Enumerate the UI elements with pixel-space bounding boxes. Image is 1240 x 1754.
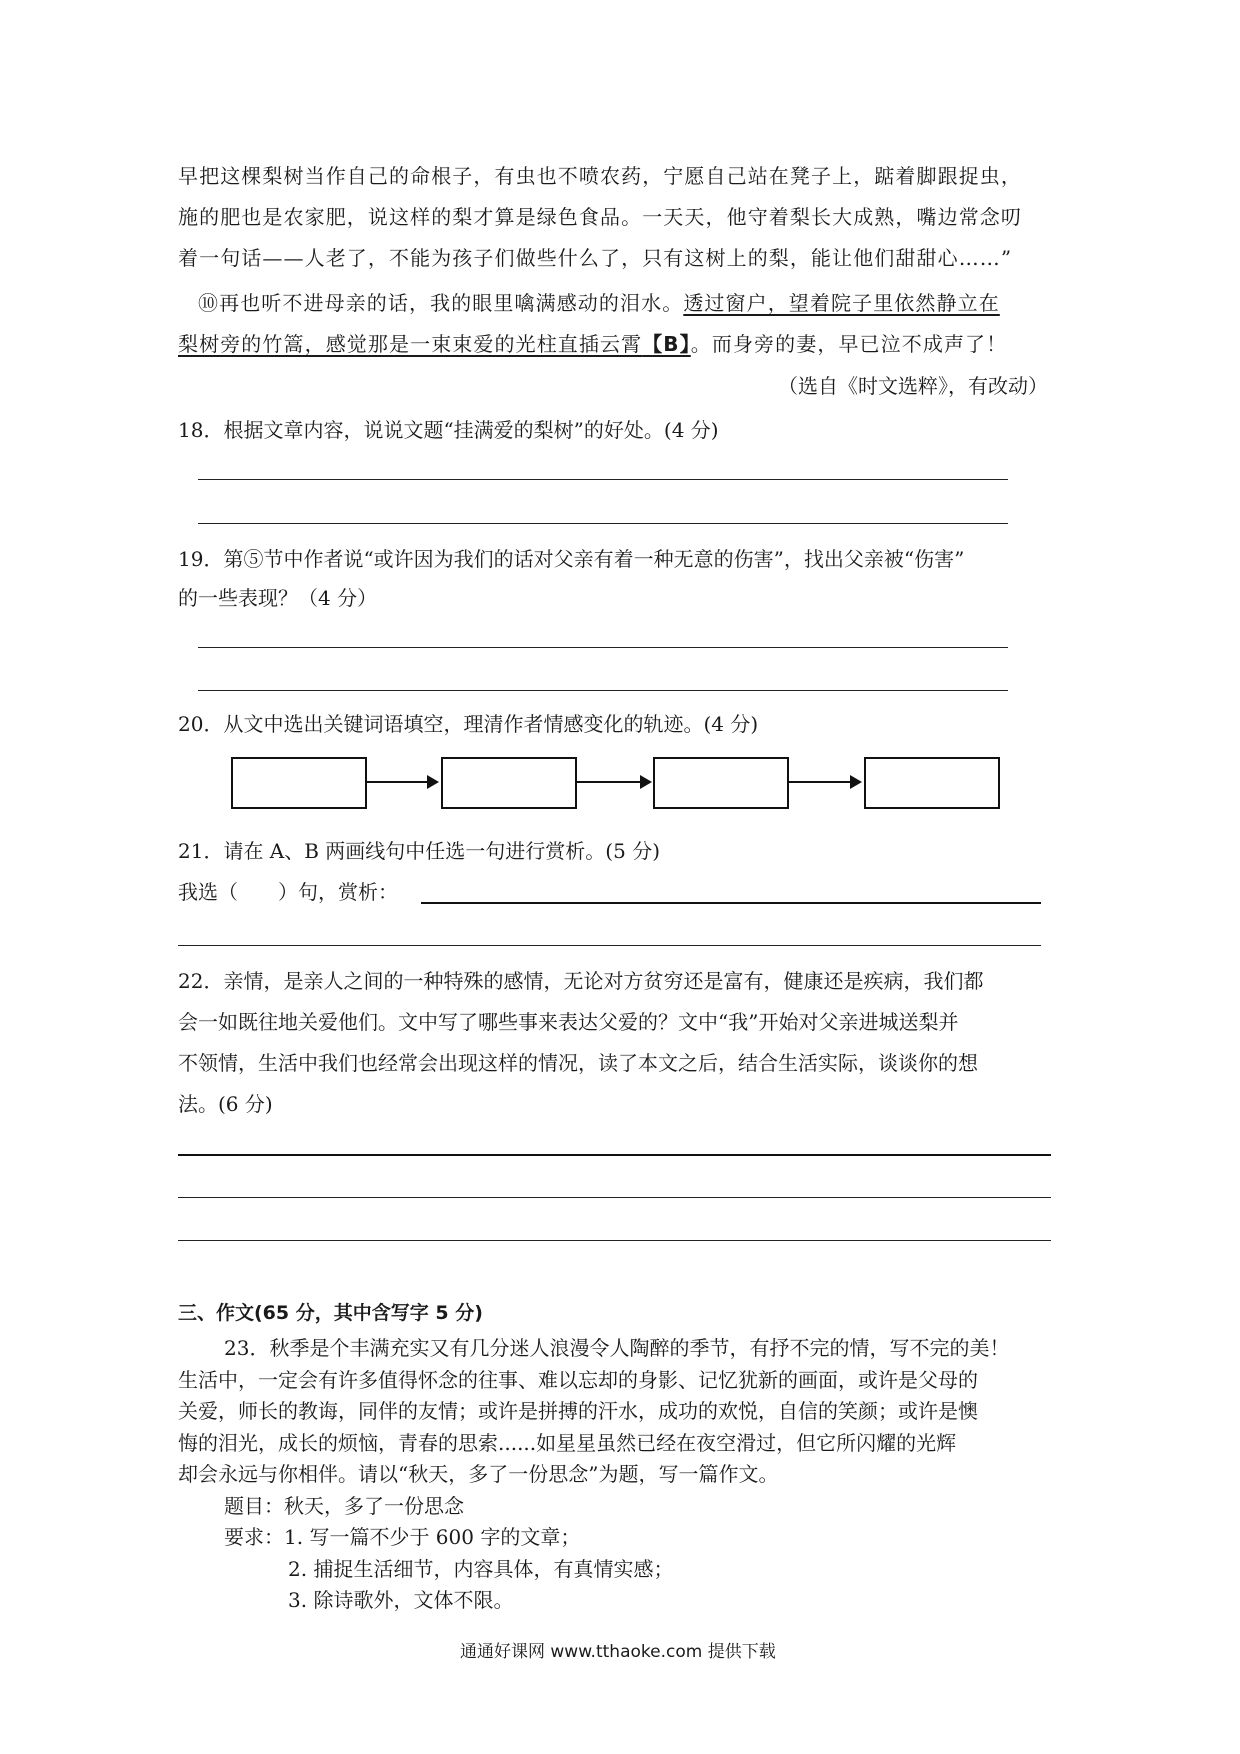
underlined-sentence-b-part-1: 透过窗户，望着院子里依然静立在 [683,291,1000,315]
arrow-1 [366,781,437,783]
question-21: 21．请在 A、B 两画线句中任选一句进行赏析。(5 分) [178,839,660,863]
composition-line-4: 悔的泪光，成长的烦恼，青春的思索......如星星虽然已经在夜空滑过，但它所闪耀的光辉 [178,1431,957,1455]
composition-line-5: 却会永远与你相伴。请以“秋天，多了一份思念”为题，写一篇作文。 [178,1462,779,1486]
arrow-2 [576,781,650,783]
answer-line-22c[interactable] [178,1240,1051,1241]
composition-line-2: 生活中，一定会有许多值得怀念的往事、难以忘却的身影、记忆犹新的画面，或许是父母的 [178,1368,978,1392]
answer-line-21a[interactable] [421,902,1041,904]
question-22-line-3: 不领情，生活中我们也经常会出现这样的情况，读了本文之后，结合生活实际，谈谈你的想 [178,1051,978,1075]
passage-line-1: 早把这棵梨树当作自己的命根子，有虫也不喷农药，宁愿自己站在凳子上，踮着脚跟捉虫， [178,164,1022,188]
question-18: 18．根据文章内容，说说文题“挂满爱的梨树”的好处。(4 分) [178,418,719,442]
answer-line-18a[interactable] [198,479,1008,480]
answer-line-19a[interactable] [198,647,1008,648]
answer-line-22b[interactable] [178,1197,1051,1198]
emotion-box-3[interactable] [653,757,789,809]
composition-line-3: 关爱，师长的教诲，同伴的友情；或许是拼搏的汗水，成功的欢悦，自信的笑颜；或许是懊 [178,1399,978,1423]
passage-paragraph-10-line-1 [198,290,1000,316]
composition-requirement-2: 2. 捕捉生活细节，内容具体，有真情实感； [288,1557,674,1581]
composition-heading: 三、作文(65 分，其中含写字 5 分) [178,1302,483,1324]
composition-requirement-3: 3. 除诗歌外，文体不限。 [288,1588,514,1612]
paragraph-10-start: ⑩再也听不进母亲的话，我的眼里噙满感动的泪水。 [198,291,684,315]
page-footer: 通通好课网 www.tthaoke.com 提供下载 [460,1642,776,1662]
composition-line-1: 23．秋季是个丰满充实又有几分迷人浪漫令人陶醉的季节，有抒不完的情，写不完的美！ [224,1336,1010,1360]
composition-requirement-1: 要求：1. 写一篇不少于 600 字的文章； [224,1525,581,1549]
answer-line-19b[interactable] [198,690,1008,691]
paragraph-10-end: 。而身旁的妻，早已泣不成声了！ [690,332,1008,356]
arrow-3 [788,781,860,783]
question-20: 20．从文中选出关键词语填空，理清作者情感变化的轨迹。(4 分) [178,712,759,736]
mark-b: 【B】 [642,332,691,356]
passage-source: （选自《时文选粹》，有改动） [778,374,1048,398]
passage-line-3: 着一句话——人老了，不能为孩子们做些什么了，只有这树上的梨，能让他们甜甜心……” [178,246,1013,270]
question-22-line-1: 22．亲情，是亲人之间的一种特殊的感情，无论对方贫穷还是富有，健康还是疾病，我们都 [178,969,984,993]
passage-line-2: 施的肥也是农家肥，说这样的梨才算是绿色食品。一天天，他守着梨长大成熟，嘴边常念叨 [178,205,1022,229]
question-19-line-1: 19．第⑤节中作者说“或许因为我们的话对父亲有着一种无意的伤害”，找出父亲被“伤害” [178,547,965,571]
emotion-box-2[interactable] [441,757,577,809]
underlined-sentence-b-part-2: 梨树旁的竹篙，感觉那是一束束爱的光柱直插云霄 [178,332,643,356]
composition-title: 题目：秋天，多了一份思念 [224,1494,464,1518]
emotion-box-1[interactable] [231,757,367,809]
answer-line-22a[interactable] [178,1154,1051,1156]
question-22-line-4: 法。(6 分) [178,1092,273,1116]
answer-line-18b[interactable] [198,523,1008,524]
question-21-choice: 我选（ ）句，赏析： [178,880,398,904]
passage-paragraph-10-line-2 [178,331,1007,357]
question-22-line-2: 会一如既往地关爱他们。文中写了哪些事来表达父爱的？文中“我”开始对父亲进城送梨并 [178,1010,959,1034]
answer-line-21b[interactable] [178,945,1041,946]
emotion-box-4[interactable] [864,757,1000,809]
question-19-line-2: 的一些表现？（4 分） [178,586,378,610]
